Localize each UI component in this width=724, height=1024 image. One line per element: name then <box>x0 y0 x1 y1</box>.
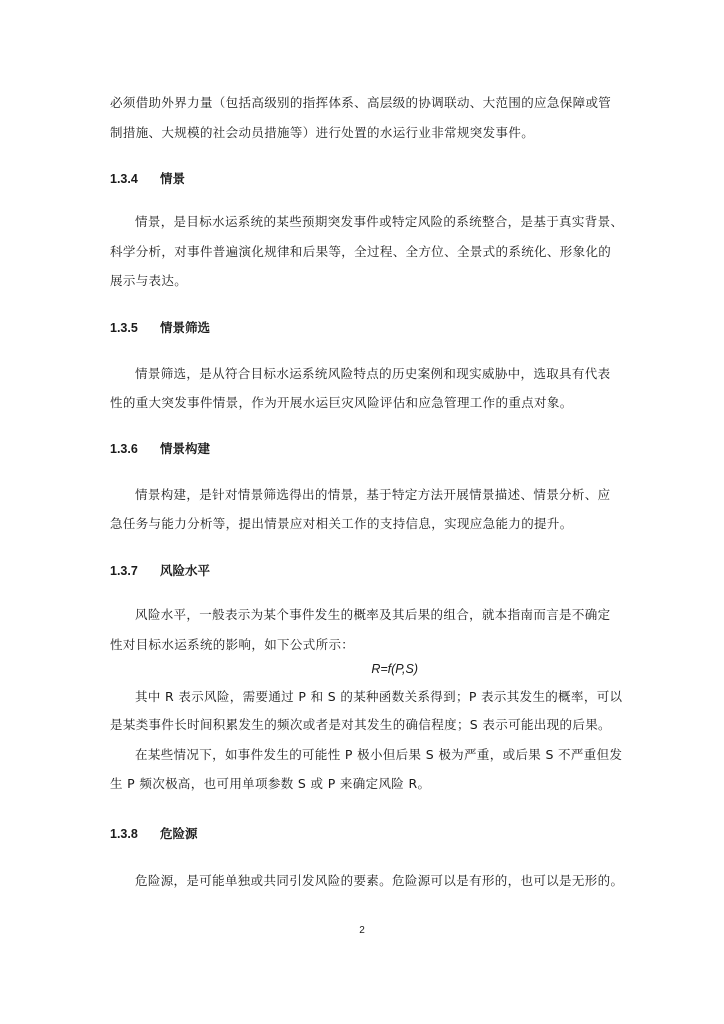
s136-line-2: 急任务与能力分析等，提出情景应对相关工作的支持信息，实现应急能力的提升。 <box>110 516 573 531</box>
s137-line-4: 是某类事件长时间积累发生的频次或者是对其发生的确信程度；S 表示可能出现的后果。 <box>110 717 611 732</box>
section-number: 1.3.6 <box>110 442 138 456</box>
page-number: 2 <box>359 925 365 936</box>
section-title: 危险源 <box>160 826 198 841</box>
section-number: 1.3.7 <box>110 564 138 578</box>
section-heading-1-3-5 <box>110 320 210 336</box>
s137-line-1: 风险水平，一般表示为某个事件发生的概率及其后果的组合，就本指南而言是不确定 <box>135 607 611 622</box>
section-title: 风险水平 <box>160 563 211 578</box>
risk-formula <box>0 661 724 677</box>
intro-line-1: 必须借助外界力量（包括高级别的指挥体系、高层级的协调联动、大范围的应急保障或管 <box>110 95 612 110</box>
section-title: 情景 <box>160 171 186 186</box>
s137-line-6: 生 P 频次极高，也可用单项参数 S 或 P 来确定风险 R。 <box>110 776 431 791</box>
s136-line-1: 情景构建，是针对情景筛选得出的情景，基于特定方法开展情景描述、情景分析、应 <box>135 487 611 502</box>
section-heading-1-3-8 <box>110 826 198 842</box>
intro-line-2: 制措施、大规模的社会动员措施等）进行处置的水运行业非常规突发事件。 <box>110 125 535 140</box>
section-heading-1-3-4 <box>110 171 185 187</box>
section-heading-1-3-7 <box>110 563 210 579</box>
s134-line-1: 情景，是目标水运系统的某些预期突发事件或特定风险的系统整合，是基于真实背景、 <box>135 214 624 229</box>
section-heading-1-3-6 <box>110 441 210 457</box>
formula-text: R=f(P,S) <box>371 662 418 676</box>
s138-line-1: 危险源，是可能单独或共同引发风险的要素。危险源可以是有形的，也可以是无形的。 <box>135 873 624 888</box>
s134-line-3: 展示与表达。 <box>110 273 188 288</box>
section-number: 1.3.4 <box>110 172 138 186</box>
section-number: 1.3.5 <box>110 321 138 335</box>
s137-line-3: 其中 R 表示风险，需要通过 P 和 S 的某种函数关系得到；P 表示其发生的概率，可以 <box>135 689 623 704</box>
section-title: 情景构建 <box>160 441 211 456</box>
s134-line-2: 科学分析，对事件普遍演化规律和后果等，全过程、全方位、全景式的系统化、形象化的 <box>110 244 612 259</box>
s135-line-1: 情景筛选，是从符合目标水运系统风险特点的历史案例和现实威胁中，选取具有代表 <box>135 366 611 381</box>
s137-line-2: 性对目标水运系统的影响，如下公式所示： <box>110 637 355 652</box>
section-number: 1.3.8 <box>110 827 138 841</box>
s135-line-2: 性的重大突发事件情景，作为开展水运巨灾风险评估和应急管理工作的重点对象。 <box>110 395 573 410</box>
s137-line-5: 在某些情况下，如事件发生的可能性 P 极小但后果 S 极为严重，或后果 S 不严重但发 <box>135 747 623 762</box>
section-title: 情景筛选 <box>160 320 211 335</box>
